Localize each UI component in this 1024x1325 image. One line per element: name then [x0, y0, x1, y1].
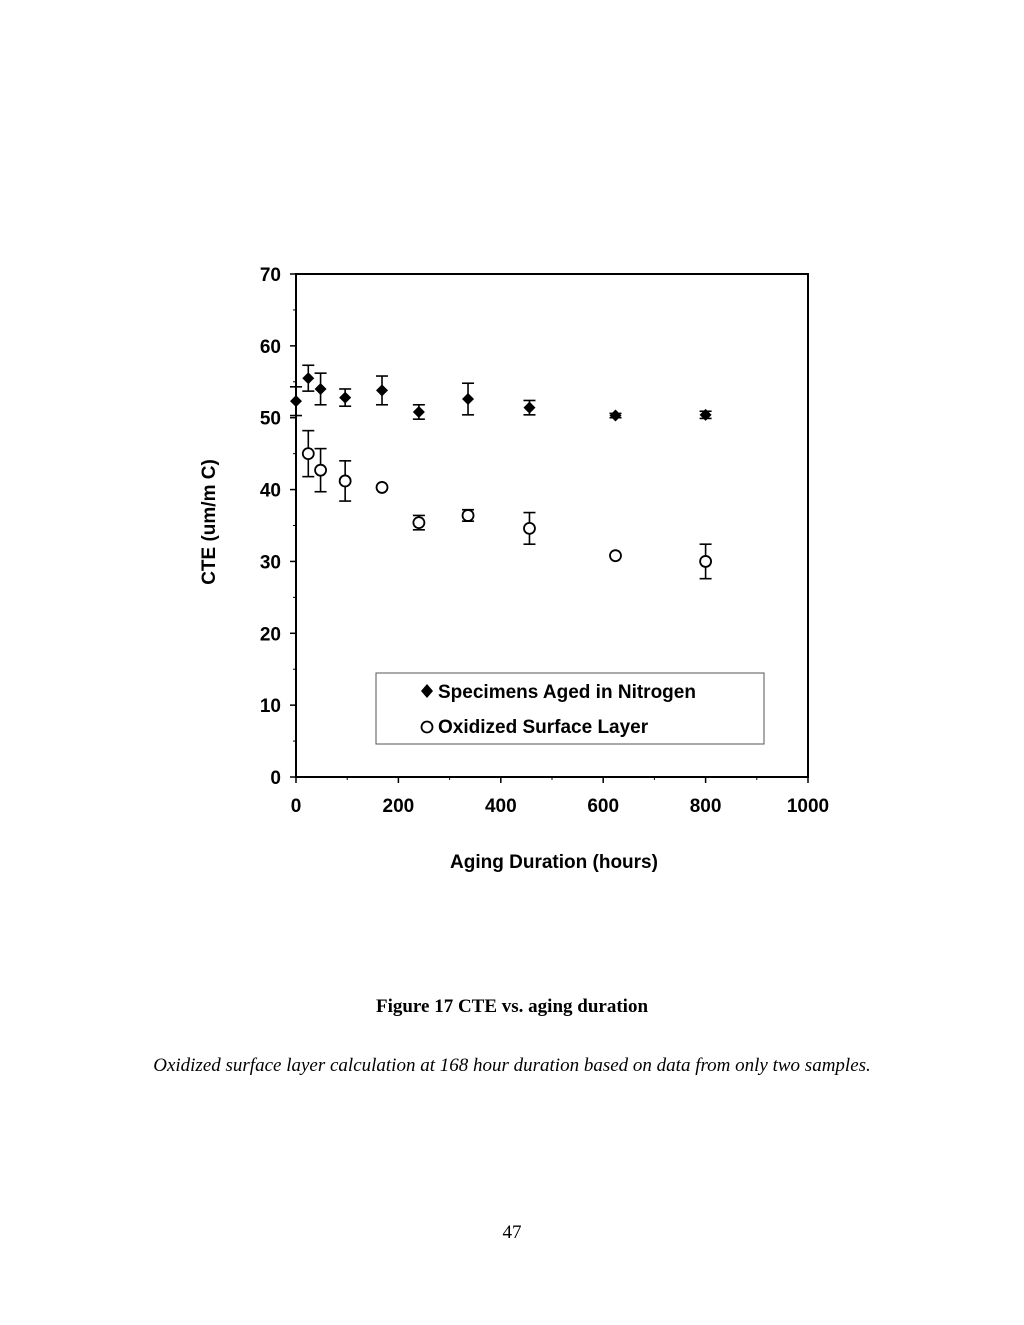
- data-point-diamond: [315, 383, 327, 395]
- y-tick-label: 60: [259, 336, 281, 358]
- y-tick-label: 20: [259, 624, 281, 646]
- x-tick-label: 1000: [786, 796, 830, 817]
- data-point-circle: [524, 523, 535, 534]
- x-tick-label: 600: [587, 796, 620, 817]
- figure-caption: Figure 17 CTE vs. aging duration: [375, 996, 649, 1017]
- y-tick-label: 70: [259, 265, 281, 286]
- data-point-diamond: [339, 392, 351, 404]
- x-tick-label: 200: [382, 796, 415, 817]
- legend-label-oxidized: Oxidized Surface Layer: [438, 717, 649, 738]
- page-number: 47: [502, 1222, 522, 1243]
- y-axis-label: CTE (um/m C): [199, 459, 220, 585]
- x-tick-label: 800: [689, 796, 722, 817]
- figure-note: Oxidized surface layer calculation at 168 hour duration based on data from only two samples.: [153, 1055, 871, 1076]
- legend: [376, 673, 764, 744]
- x-tick-label: 400: [484, 796, 517, 817]
- y-tick-label: 30: [259, 552, 281, 574]
- data-point-circle: [315, 465, 326, 476]
- y-tick-label: 50: [259, 408, 281, 430]
- series-oxidized-surface-layer: [302, 431, 711, 579]
- data-point-diamond: [462, 393, 474, 405]
- data-point-diamond: [302, 372, 314, 384]
- y-tick-label: 10: [259, 696, 281, 718]
- x-axis-label: Aging Duration (hours): [450, 852, 658, 873]
- series-specimens-aged-in-nitrogen: [290, 365, 712, 421]
- x-axis-ticks: [291, 777, 829, 817]
- data-point-diamond: [413, 406, 425, 418]
- data-point-diamond: [523, 402, 535, 414]
- data-point-circle: [413, 517, 424, 528]
- data-point-circle: [700, 556, 711, 567]
- data-point-diamond: [290, 395, 302, 407]
- y-tick-label: 40: [259, 480, 281, 502]
- data-point-circle: [463, 510, 474, 521]
- data-point-circle: [340, 475, 351, 486]
- legend-circle-marker: [422, 722, 433, 733]
- legend-label-nitrogen: Specimens Aged in Nitrogen: [438, 682, 696, 703]
- y-axis-ticks: [260, 265, 296, 789]
- data-point-diamond: [376, 384, 388, 396]
- data-point-diamond: [609, 410, 621, 422]
- data-point-circle: [303, 448, 314, 459]
- x-tick-label: 0: [290, 796, 302, 817]
- y-tick-label: 0: [270, 768, 281, 789]
- data-point-circle: [610, 550, 621, 561]
- data-point-circle: [377, 482, 388, 493]
